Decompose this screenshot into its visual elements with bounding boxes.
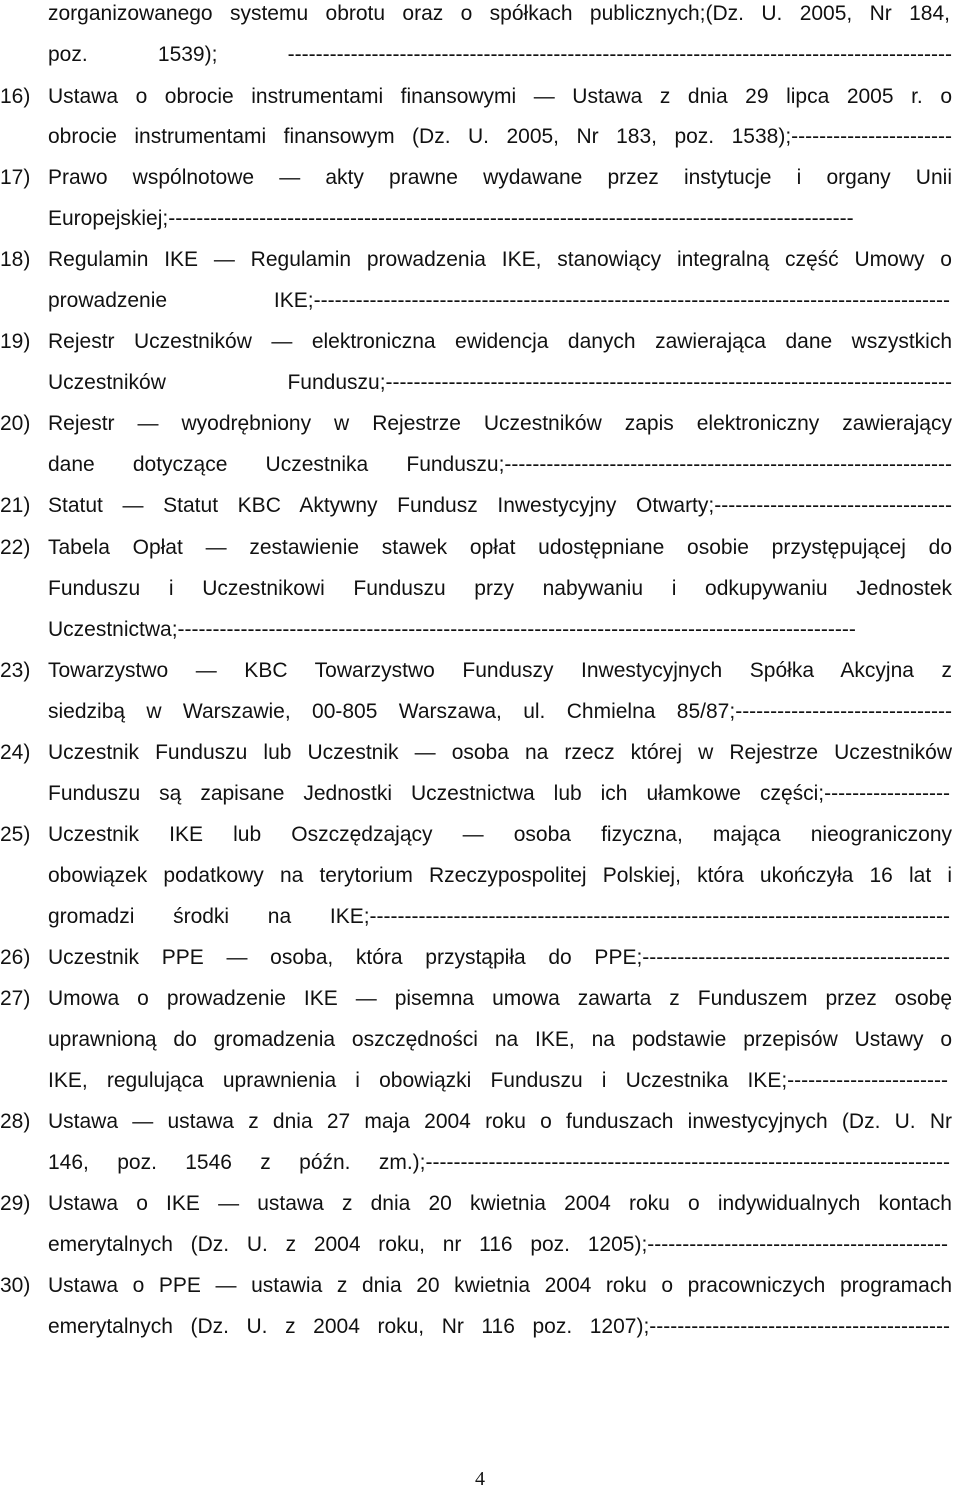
page-number: 4 bbox=[475, 1468, 485, 1490]
intro-line: poz. 1539); ----------------------------------------------------------------------------------------------- bbox=[48, 43, 952, 66]
item-number-30: 30) bbox=[0, 1274, 31, 1297]
item-number-17: 17) bbox=[0, 166, 31, 189]
item-number-26: 26) bbox=[0, 946, 31, 969]
item-number-28: 28) bbox=[0, 1110, 31, 1133]
item-30-line: Ustawa o PPE — ustawia z dnia 20 kwietnia 2004 roku o pracowniczych programach bbox=[48, 1274, 952, 1297]
item-25-line: obowiązek podatkowy na terytorium Rzeczypospolitej Polskiej, która ukończyła 16 lat i bbox=[48, 864, 952, 887]
item-number-16: 16) bbox=[0, 85, 31, 108]
item-number-19: 19) bbox=[0, 330, 31, 353]
item-16-line: Ustawa o obrocie instrumentami finansowymi — Ustawa z dnia 29 lipca 2005 r. o bbox=[48, 85, 952, 108]
item-24-line: Uczestnik Funduszu lub Uczestnik — osoba na rzecz której w Rejestrze Uczestników bbox=[48, 741, 952, 764]
item-28-line: 146, poz. 1546 z późn. zm.);--------------------------------------------------------------------------- bbox=[48, 1151, 950, 1174]
item-23-line: siedzibą w Warszawie, 00-805 Warszawa, ul. Chmielna 85/87;------------------------------- bbox=[48, 700, 952, 723]
item-number-25: 25) bbox=[0, 823, 31, 846]
item-17-line: Prawo wspólnotowe — akty prawne wydawane przez instytucje i organy Unii bbox=[48, 166, 952, 189]
item-number-23: 23) bbox=[0, 659, 31, 682]
item-28-line: Ustawa — ustawa z dnia 27 maja 2004 roku o funduszach inwestycyjnych (Dz. U. Nr bbox=[48, 1110, 952, 1133]
item-24-line: Funduszu są zapisane Jednostki Uczestnictwa lub ich ułamkowe części;------------------ bbox=[48, 782, 950, 805]
item-18-line: prowadzenie IKE;------------------------------------------------------------------------------------------- bbox=[48, 289, 950, 312]
item-27-line: uprawnioną do gromadzenia oszczędności na IKE, na podstawie przepisów Ustawy o bbox=[48, 1028, 952, 1051]
item-19-line: Uczestników Funduszu;--------------------------------------------------------------------------------- bbox=[48, 371, 952, 394]
item-20-line: Rejestr — wyodrębniony w Rejestrze Uczestników zapis elektroniczny zawierający bbox=[48, 412, 952, 435]
item-number-24: 24) bbox=[0, 741, 31, 764]
item-21-line: Statut — Statut KBC Aktywny Fundusz Inwestycyjny Otwarty;---------------------------------- bbox=[48, 494, 952, 517]
item-number-22: 22) bbox=[0, 536, 31, 559]
item-25-line: Uczestnik IKE lub Oszczędzający — osoba fizyczna, mająca nieograniczony bbox=[48, 823, 952, 846]
item-22-line: Funduszu i Uczestnikowi Funduszu przy nabywaniu i odkupywaniu Jednostek bbox=[48, 577, 952, 600]
item-29-line: Ustawa o IKE — ustawa z dnia 20 kwietnia 2004 roku o indywidualnych kontach bbox=[48, 1192, 952, 1215]
item-26-line: Uczestnik PPE — osoba, która przystąpiła do PPE;-------------------------------------------- bbox=[48, 946, 950, 969]
item-number-20: 20) bbox=[0, 412, 31, 435]
item-29-line: emerytalnych (Dz. U. z 2004 roku, nr 116 poz. 1205);------------------------------------------- bbox=[48, 1233, 948, 1256]
item-16-line: obrocie instrumentami finansowym (Dz. U. 2005, Nr 183, poz. 1538);----------------------- bbox=[48, 125, 952, 148]
item-22-line: Uczestnictwa;------------------------------------------------------------------------------------------------- bbox=[48, 618, 856, 641]
item-17-line: Europejskiej;-------------------------------------------------------------------------------------------------- bbox=[48, 207, 854, 230]
item-27-line: Umowa o prowadzenie IKE — pisemna umowa zawarta z Funduszem przez osobę bbox=[48, 987, 952, 1010]
item-22-line: Tabela Opłat — zestawienie stawek opłat udostępniane osobie przystępującej do bbox=[48, 536, 952, 559]
item-23-line: Towarzystwo — KBC Towarzystwo Funduszy Inwestycyjnych Spółka Akcyjna z bbox=[48, 659, 952, 682]
item-number-18: 18) bbox=[0, 248, 31, 271]
item-number-27: 27) bbox=[0, 987, 31, 1010]
item-30-line: emerytalnych (Dz. U. z 2004 roku, Nr 116 poz. 1207);------------------------------------------- bbox=[48, 1315, 950, 1338]
item-number-29: 29) bbox=[0, 1192, 31, 1215]
intro-line: zorganizowanego systemu obrotu oraz o spółkach publicznych;(Dz. U. 2005, Nr 184, bbox=[48, 2, 950, 25]
item-number-21: 21) bbox=[0, 494, 31, 517]
item-18-line: Regulamin IKE — Regulamin prowadzenia IKE, stanowiący integralną część Umowy o bbox=[48, 248, 952, 271]
item-25-line: gromadzi środki na IKE;----------------------------------------------------------------------------------- bbox=[48, 905, 950, 928]
item-20-line: dane dotyczące Uczestnika Funduszu;---------------------------------------------------------------- bbox=[48, 453, 952, 476]
item-19-line: Rejestr Uczestników — elektroniczna ewidencja danych zawierająca dane wszystkich bbox=[48, 330, 952, 353]
item-27-line: IKE, regulująca uprawnienia i obowiązki Funduszu i Uczestnika IKE;----------------------- bbox=[48, 1069, 948, 1092]
